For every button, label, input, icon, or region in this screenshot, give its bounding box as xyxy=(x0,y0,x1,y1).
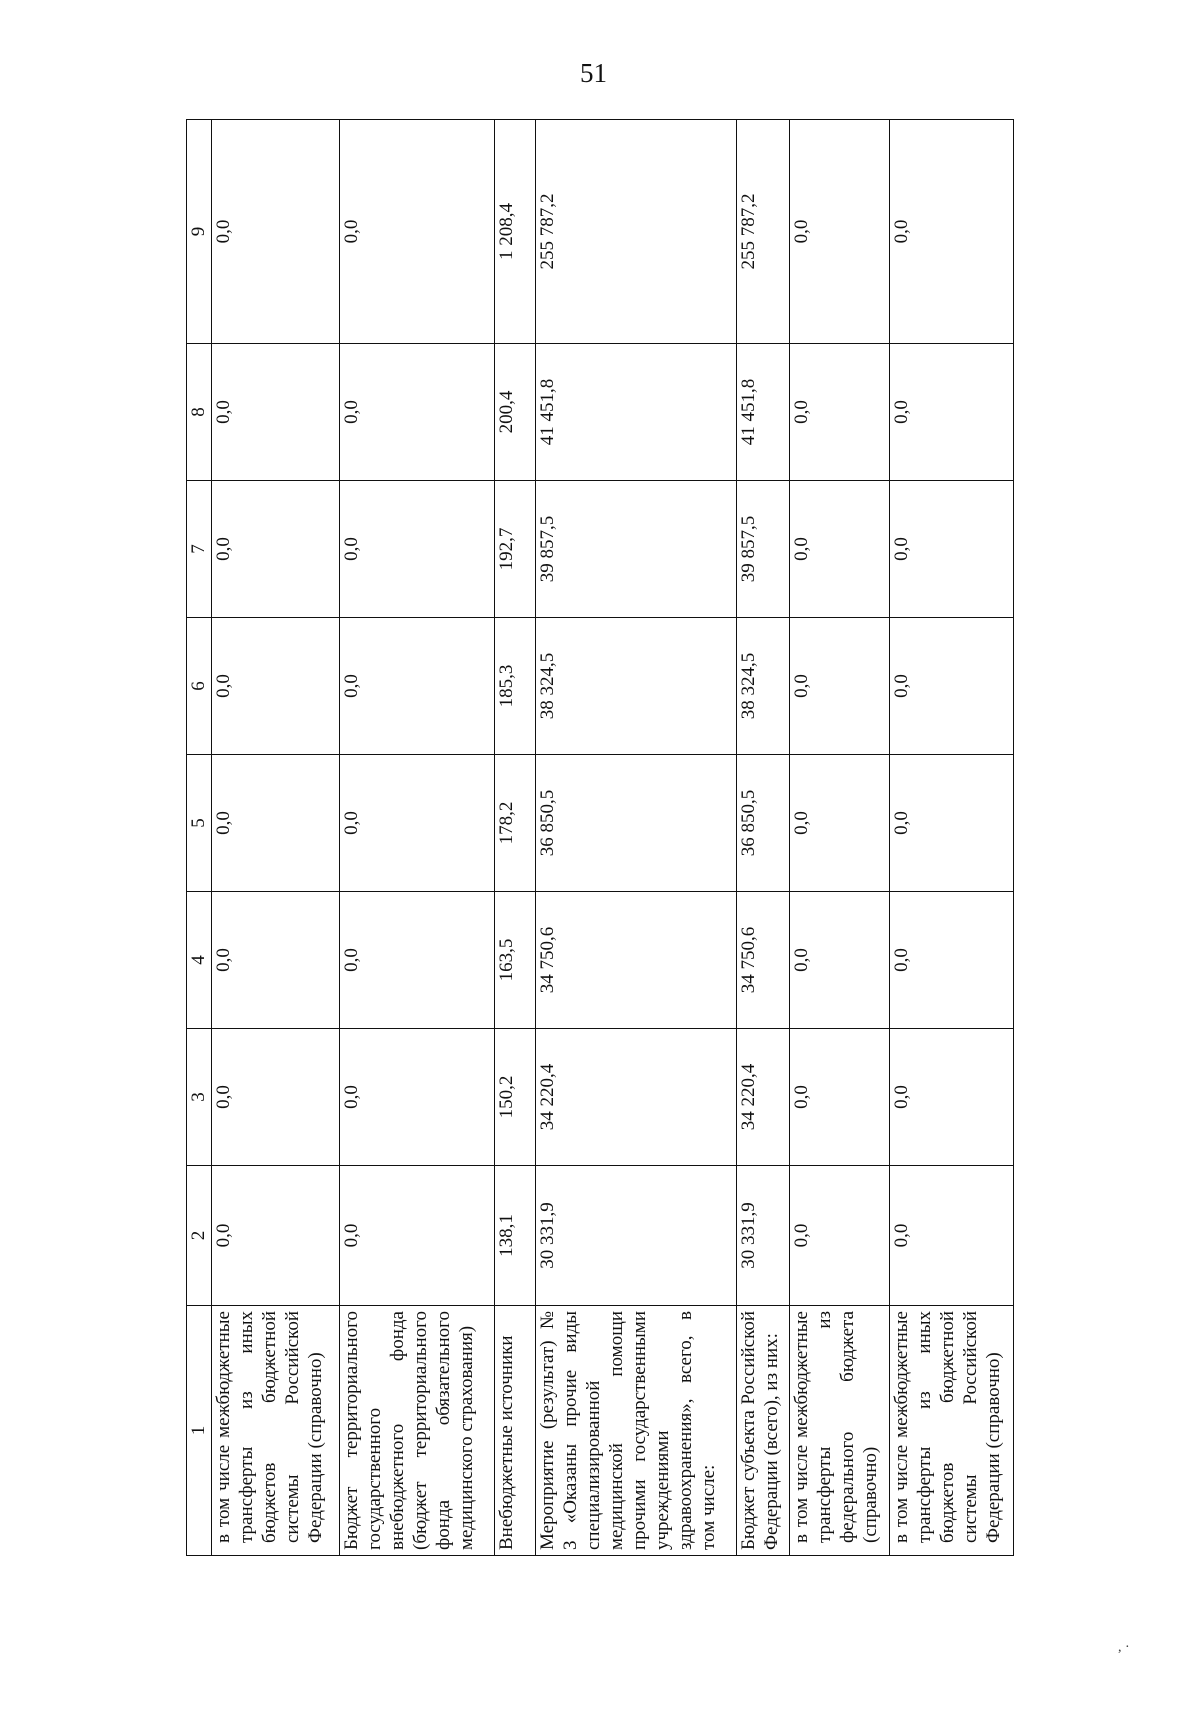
cell-value: 0,0 xyxy=(790,120,889,344)
cell-value: 0,0 xyxy=(212,344,340,481)
column-number-2: 2 xyxy=(187,1166,212,1306)
cell-value: 30 331,9 xyxy=(737,1166,790,1306)
row-label: в том числе межбюджетные трансферты из федерального бюджета (справочно) xyxy=(790,1306,889,1556)
column-number-row xyxy=(187,120,212,1556)
cell-value: 41 451,8 xyxy=(535,344,736,481)
cell-value: 0,0 xyxy=(340,1029,495,1166)
table-body xyxy=(212,120,1014,1556)
table-row xyxy=(737,120,790,1556)
cell-value: 0,0 xyxy=(212,618,340,755)
column-number-1: 1 xyxy=(187,1306,212,1556)
cell-value: 255 787,2 xyxy=(737,120,790,344)
row-label: Бюджет территориального государственного внебюджетного фонда (бюджет территориального фонда обязательного медицинского страхования) xyxy=(340,1306,495,1556)
cell-value: 0,0 xyxy=(889,120,1013,344)
cell-value: 0,0 xyxy=(340,1166,495,1306)
cell-value: 36 850,5 xyxy=(535,755,736,892)
cell-value: 0,0 xyxy=(212,1029,340,1166)
cell-value: 0,0 xyxy=(790,618,889,755)
cell-value: 0,0 xyxy=(790,344,889,481)
cell-value: 0,0 xyxy=(340,755,495,892)
cell-value: 0,0 xyxy=(340,892,495,1029)
column-number-9: 9 xyxy=(187,120,212,344)
cell-value: 1 208,4 xyxy=(495,120,536,344)
cell-value: 39 857,5 xyxy=(535,481,736,618)
cell-value: 163,5 xyxy=(495,892,536,1029)
cell-value: 0,0 xyxy=(790,892,889,1029)
cell-value: 34 220,4 xyxy=(535,1029,736,1166)
row-label: Бюджет субъекта Российской Федерации (всего), из них: xyxy=(737,1306,790,1556)
cell-value: 0,0 xyxy=(212,120,340,344)
cell-value: 0,0 xyxy=(889,481,1013,618)
cell-value: 0,0 xyxy=(889,755,1013,892)
cell-value: 0,0 xyxy=(790,1029,889,1166)
cell-value: 0,0 xyxy=(212,755,340,892)
cell-value: 0,0 xyxy=(889,618,1013,755)
cell-value: 41 451,8 xyxy=(737,344,790,481)
cell-value: 0,0 xyxy=(212,481,340,618)
cell-value: 138,1 xyxy=(495,1166,536,1306)
row-label: в том числе межбюджетные трансферты из иных бюджетов бюджетной системы Российской Федерации (справочно) xyxy=(889,1306,1013,1556)
cell-value: 38 324,5 xyxy=(737,618,790,755)
cell-value: 0,0 xyxy=(790,1166,889,1306)
cell-value: 30 331,9 xyxy=(535,1166,736,1306)
row-label: Внебюджетные источники xyxy=(495,1306,536,1556)
cell-value: 34 220,4 xyxy=(737,1029,790,1166)
column-number-8: 8 xyxy=(187,344,212,481)
cell-value: 34 750,6 xyxy=(737,892,790,1029)
column-number-4: 4 xyxy=(187,892,212,1029)
cell-value: 0,0 xyxy=(889,344,1013,481)
column-number-5: 5 xyxy=(187,755,212,892)
table-row xyxy=(495,120,536,1556)
table-row xyxy=(340,120,495,1556)
table-row xyxy=(889,120,1013,1556)
cell-value: 185,3 xyxy=(495,618,536,755)
cell-value: 0,0 xyxy=(790,481,889,618)
page-number: 51 xyxy=(580,58,607,88)
cell-value: 38 324,5 xyxy=(535,618,736,755)
cell-value: 0,0 xyxy=(340,618,495,755)
rotated-table-container xyxy=(186,120,1014,1556)
row-label: Мероприятие (результат) № 3 «Оказаны прочие виды специализированной медицинской помощи прочими государственными учреждениями здравоохранения», всего, в том числе: xyxy=(535,1306,736,1556)
cell-value: 255 787,2 xyxy=(535,120,736,344)
cell-value: 0,0 xyxy=(212,892,340,1029)
cell-value: 36 850,5 xyxy=(737,755,790,892)
cell-value: 0,0 xyxy=(340,481,495,618)
row-label: в том числе межбюджетные трансферты из иных бюджетов бюджетной системы Российской Федерации (справочно) xyxy=(212,1306,340,1556)
table-row xyxy=(535,120,736,1556)
cell-value: 0,0 xyxy=(340,344,495,481)
scan-marks: , · xyxy=(1118,1640,1130,1655)
cell-value: 0,0 xyxy=(889,892,1013,1029)
table-row xyxy=(790,120,889,1556)
cell-value: 200,4 xyxy=(495,344,536,481)
cell-value: 150,2 xyxy=(495,1029,536,1166)
cell-value: 0,0 xyxy=(889,1166,1013,1306)
cell-value: 39 857,5 xyxy=(737,481,790,618)
cell-value: 178,2 xyxy=(495,755,536,892)
column-number-6: 6 xyxy=(187,618,212,755)
cell-value: 34 750,6 xyxy=(535,892,736,1029)
column-number-3: 3 xyxy=(187,1029,212,1166)
cell-value: 0,0 xyxy=(340,120,495,344)
cell-value: 0,0 xyxy=(790,755,889,892)
column-number-7: 7 xyxy=(187,481,212,618)
table-row xyxy=(212,120,340,1556)
cell-value: 0,0 xyxy=(212,1166,340,1306)
cell-value: 192,7 xyxy=(495,481,536,618)
cell-value: 0,0 xyxy=(889,1029,1013,1166)
budget-table xyxy=(186,119,1014,1556)
